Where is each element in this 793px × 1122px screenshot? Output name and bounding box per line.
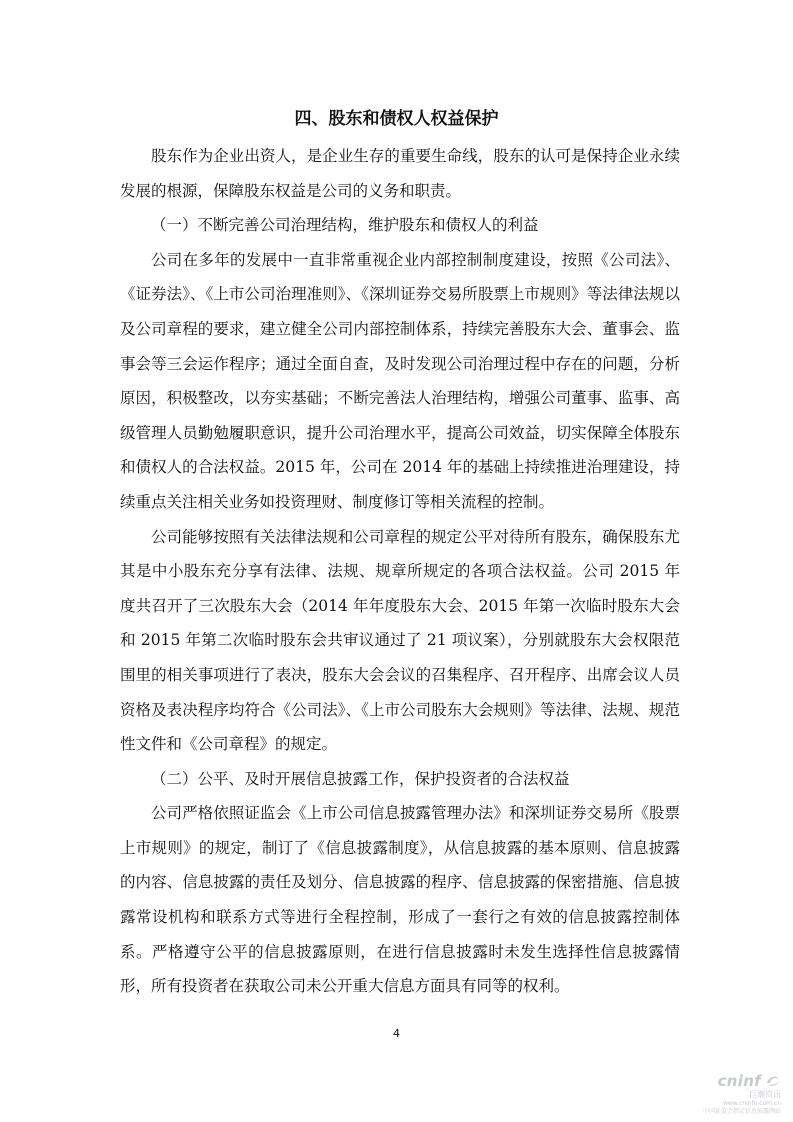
watermark-logo <box>671 1072 781 1090</box>
paragraph-shareholders: 公司能够按照有关法律法规和公司章程的规定公平对待所有股东，确保股东尤其是中小股东充分享有法律、法规、规章所规定的各项合法权益。公司 2015 年度共召开了三次股东大会（2014 年年度股东大会、2015 年第一次临时股东大会和 2015 年第二次临时股东会共审议通过了 21 项议案），分别就股东大会权限范围里的相关事项进行了表决，股东大会会议的召集程序、召开程序、出席会议人员资格及表决程序均符合《公司法》、《上市公司股东大会规则》等法律、法规、规范性文件和《公司章程》的规定。 <box>120 527 680 754</box>
paragraph-governance: 公司在多年的发展中一直非常重视企业内部控制制度建设，按照《公司法》、《证券法》、《上市公司治理准则》、《深圳证券交易所股票上市规则》等法律法规以及公司章程的要求，建立健全公司内部控制体系，持续完善股东大会、董事会、监事会等三会运作程序；通过全面自查，及时发现公司治理过程中存在的问题，分析原因，积极整改，以夯实基础；不断完善法人治理结构，增强公司董事、监事、高级管理人员勤勉履职意识，提升公司治理水平，提高公司效益，切实保障全体股东和债权人的合法权益。2015 年，公司在 2014 年的基础上持续推进治理建设，持续重点关注相关业务如投资理财、制度修订等相关流程的控制。 <box>120 250 680 511</box>
subheading-governance: （一）不断完善公司治理结构，维护股东和债权人的利益 <box>151 216 539 235</box>
paragraph-disclosure: 公司严格依照证监会《上市公司信息披露管理办法》和深圳证券交易所《股票上市规则》的规定，制订了《信息披露制度》，从信息披露的基本原则、信息披露的内容、信息披露的责任及划分、信息披露的程序、信息披露的保密措施、信息披露常设机构和联系方式等进行全程控制，形成了一套行之有效的信息披露控制体系。严格遵守公平的信息披露原则，在进行信息披露时未发生选择性信息披露情形，所有投资者在获取公司未公开重大信息方面具有同等的权利。 <box>120 804 680 996</box>
watermark-brand: cninf <box>717 1072 761 1090</box>
watermark-url: www.cninfo.com.cn <box>722 1100 781 1107</box>
watermark-name: 巨潮资讯 <box>749 1090 781 1099</box>
cninfo-swirl-logo-icon <box>765 1074 781 1088</box>
body-text <box>120 139 680 1004</box>
section-title: 四、股东和债权人权益保护 <box>294 109 499 129</box>
page-number: 4 <box>393 1027 400 1040</box>
paragraph-intro: 股东作为企业出资人，是企业生存的重要生命线，股东的认可是保持企业永续发展的根源，保障股东权益是公司的义务和职责。 <box>120 147 680 200</box>
subheading-disclosure: （二）公平、及时开展信息披露工作，保护投资者的合法权益 <box>151 769 570 788</box>
watermark-tagline: 中国证监会指定信息披露网站 <box>702 1108 781 1115</box>
cninfo-watermark <box>671 1072 781 1116</box>
